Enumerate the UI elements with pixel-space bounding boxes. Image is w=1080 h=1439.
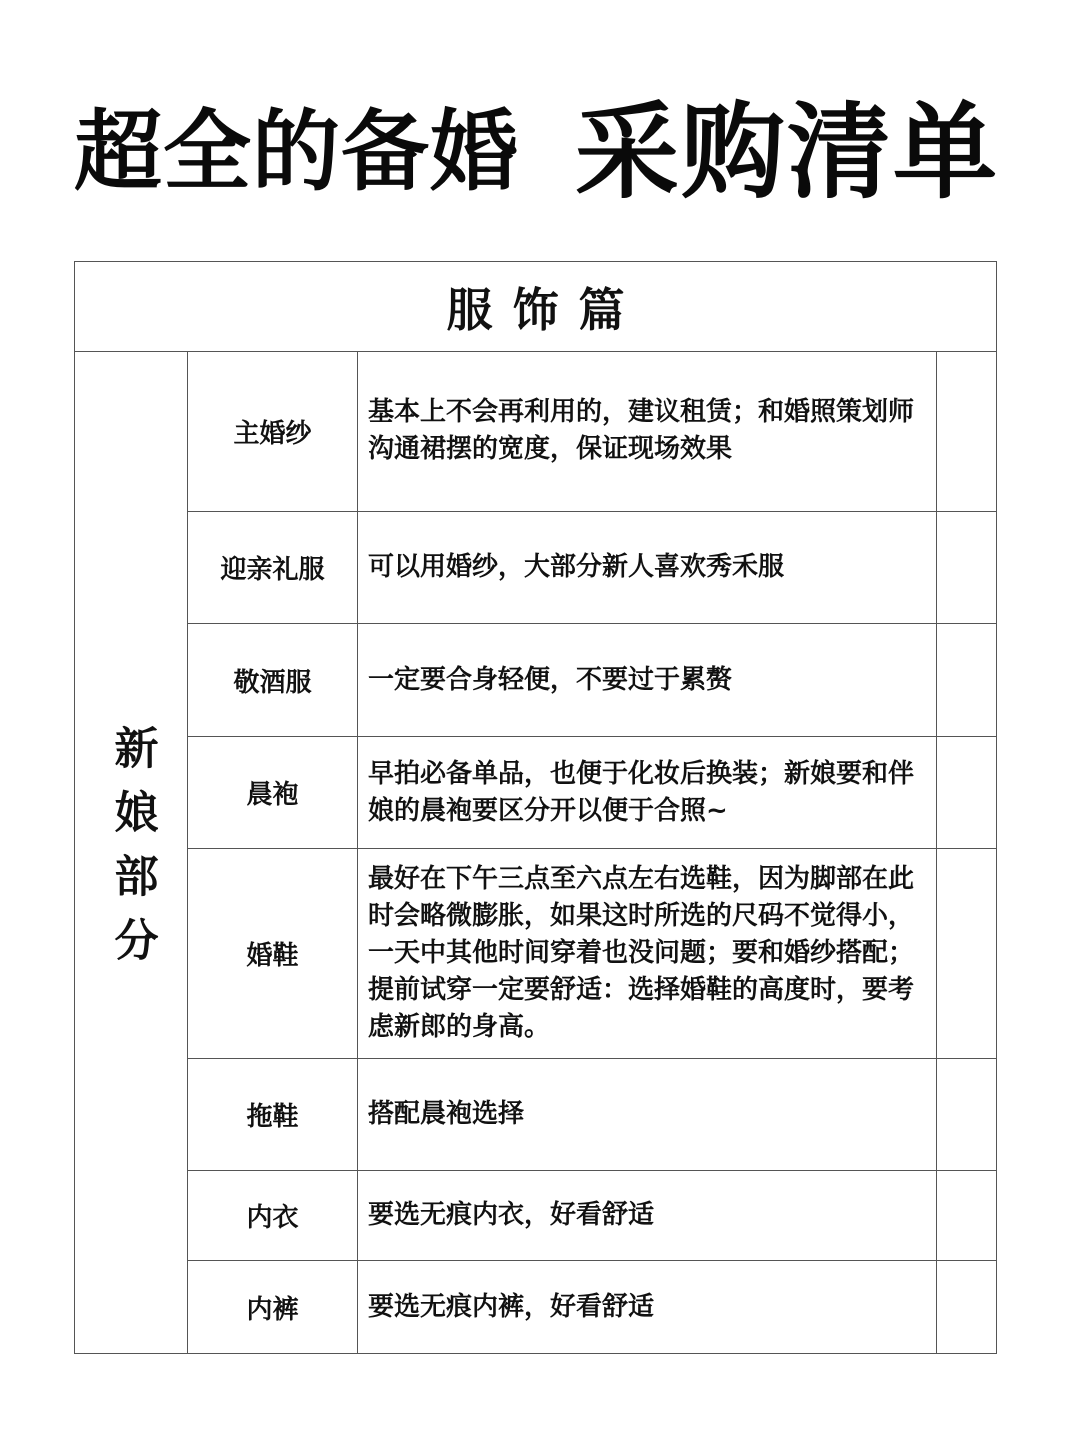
item-description: 要选无痕内衣，好看舒适 (368, 1200, 655, 1230)
item-name: 敬酒服 (233, 667, 312, 698)
check-cell[interactable] (935, 352, 996, 511)
check-cell[interactable] (935, 624, 996, 736)
item-description: 搭配晨袍选择 (368, 1099, 525, 1129)
check-cell[interactable] (935, 1261, 996, 1353)
group-label-text: 新娘部分 (106, 724, 158, 981)
item-description: 可以用婚纱，大部分新人喜欢秀禾服 (368, 552, 785, 582)
item-description: 一定要合身轻便，不要过于累赘 (368, 664, 733, 695)
title-part-1: 超全的备婚 (74, 100, 520, 203)
item-name: 内衣 (246, 1203, 299, 1233)
item-name: 迎亲礼服 (220, 555, 325, 585)
table-row (188, 624, 996, 737)
item-name: 内裤 (246, 1294, 299, 1325)
table-row (188, 1171, 996, 1261)
item-name: 晨袍 (246, 780, 299, 810)
table-row (188, 352, 996, 512)
item-name: 主婚纱 (233, 419, 312, 449)
check-cell[interactable] (935, 512, 996, 623)
item-description: 最好在下午三点至六点左右选鞋，因为脚部在此时会略微膨胀，如果这时所选的尺码不觉得小，一天中其他时间穿着也没问题；要和婚纱搭配；提前试穿一定要舒适：选择婚鞋的高度时，要考虑新郎的身高。 (368, 864, 915, 1042)
section-header: 服饰篇 (75, 262, 996, 352)
item-description: 基本上不会再利用的，建议租赁；和婚照策划师沟通裙摆的宽度，保证现场效果 (368, 397, 915, 464)
item-name: 婚鞋 (246, 941, 299, 971)
check-cell[interactable] (935, 1171, 996, 1260)
item-description: 早拍必备单品，也便于化妆后换装；新娘要和伴娘的晨袍要区分开以便于合照~ (368, 758, 915, 826)
check-cell[interactable] (935, 1059, 996, 1170)
checklist-table (74, 261, 997, 1354)
table-row (188, 1059, 996, 1171)
group-label (75, 352, 188, 1353)
table-row (188, 737, 996, 849)
check-cell[interactable] (935, 737, 996, 848)
title-part-2: 采购清单 (575, 91, 1000, 213)
table-row (188, 1261, 996, 1353)
table-row (188, 512, 996, 624)
item-name: 拖鞋 (246, 1102, 299, 1132)
page-title (0, 92, 1080, 212)
check-cell[interactable] (935, 849, 996, 1058)
table-row (188, 849, 996, 1059)
item-description: 要选无痕内裤，好看舒适 (368, 1291, 655, 1322)
